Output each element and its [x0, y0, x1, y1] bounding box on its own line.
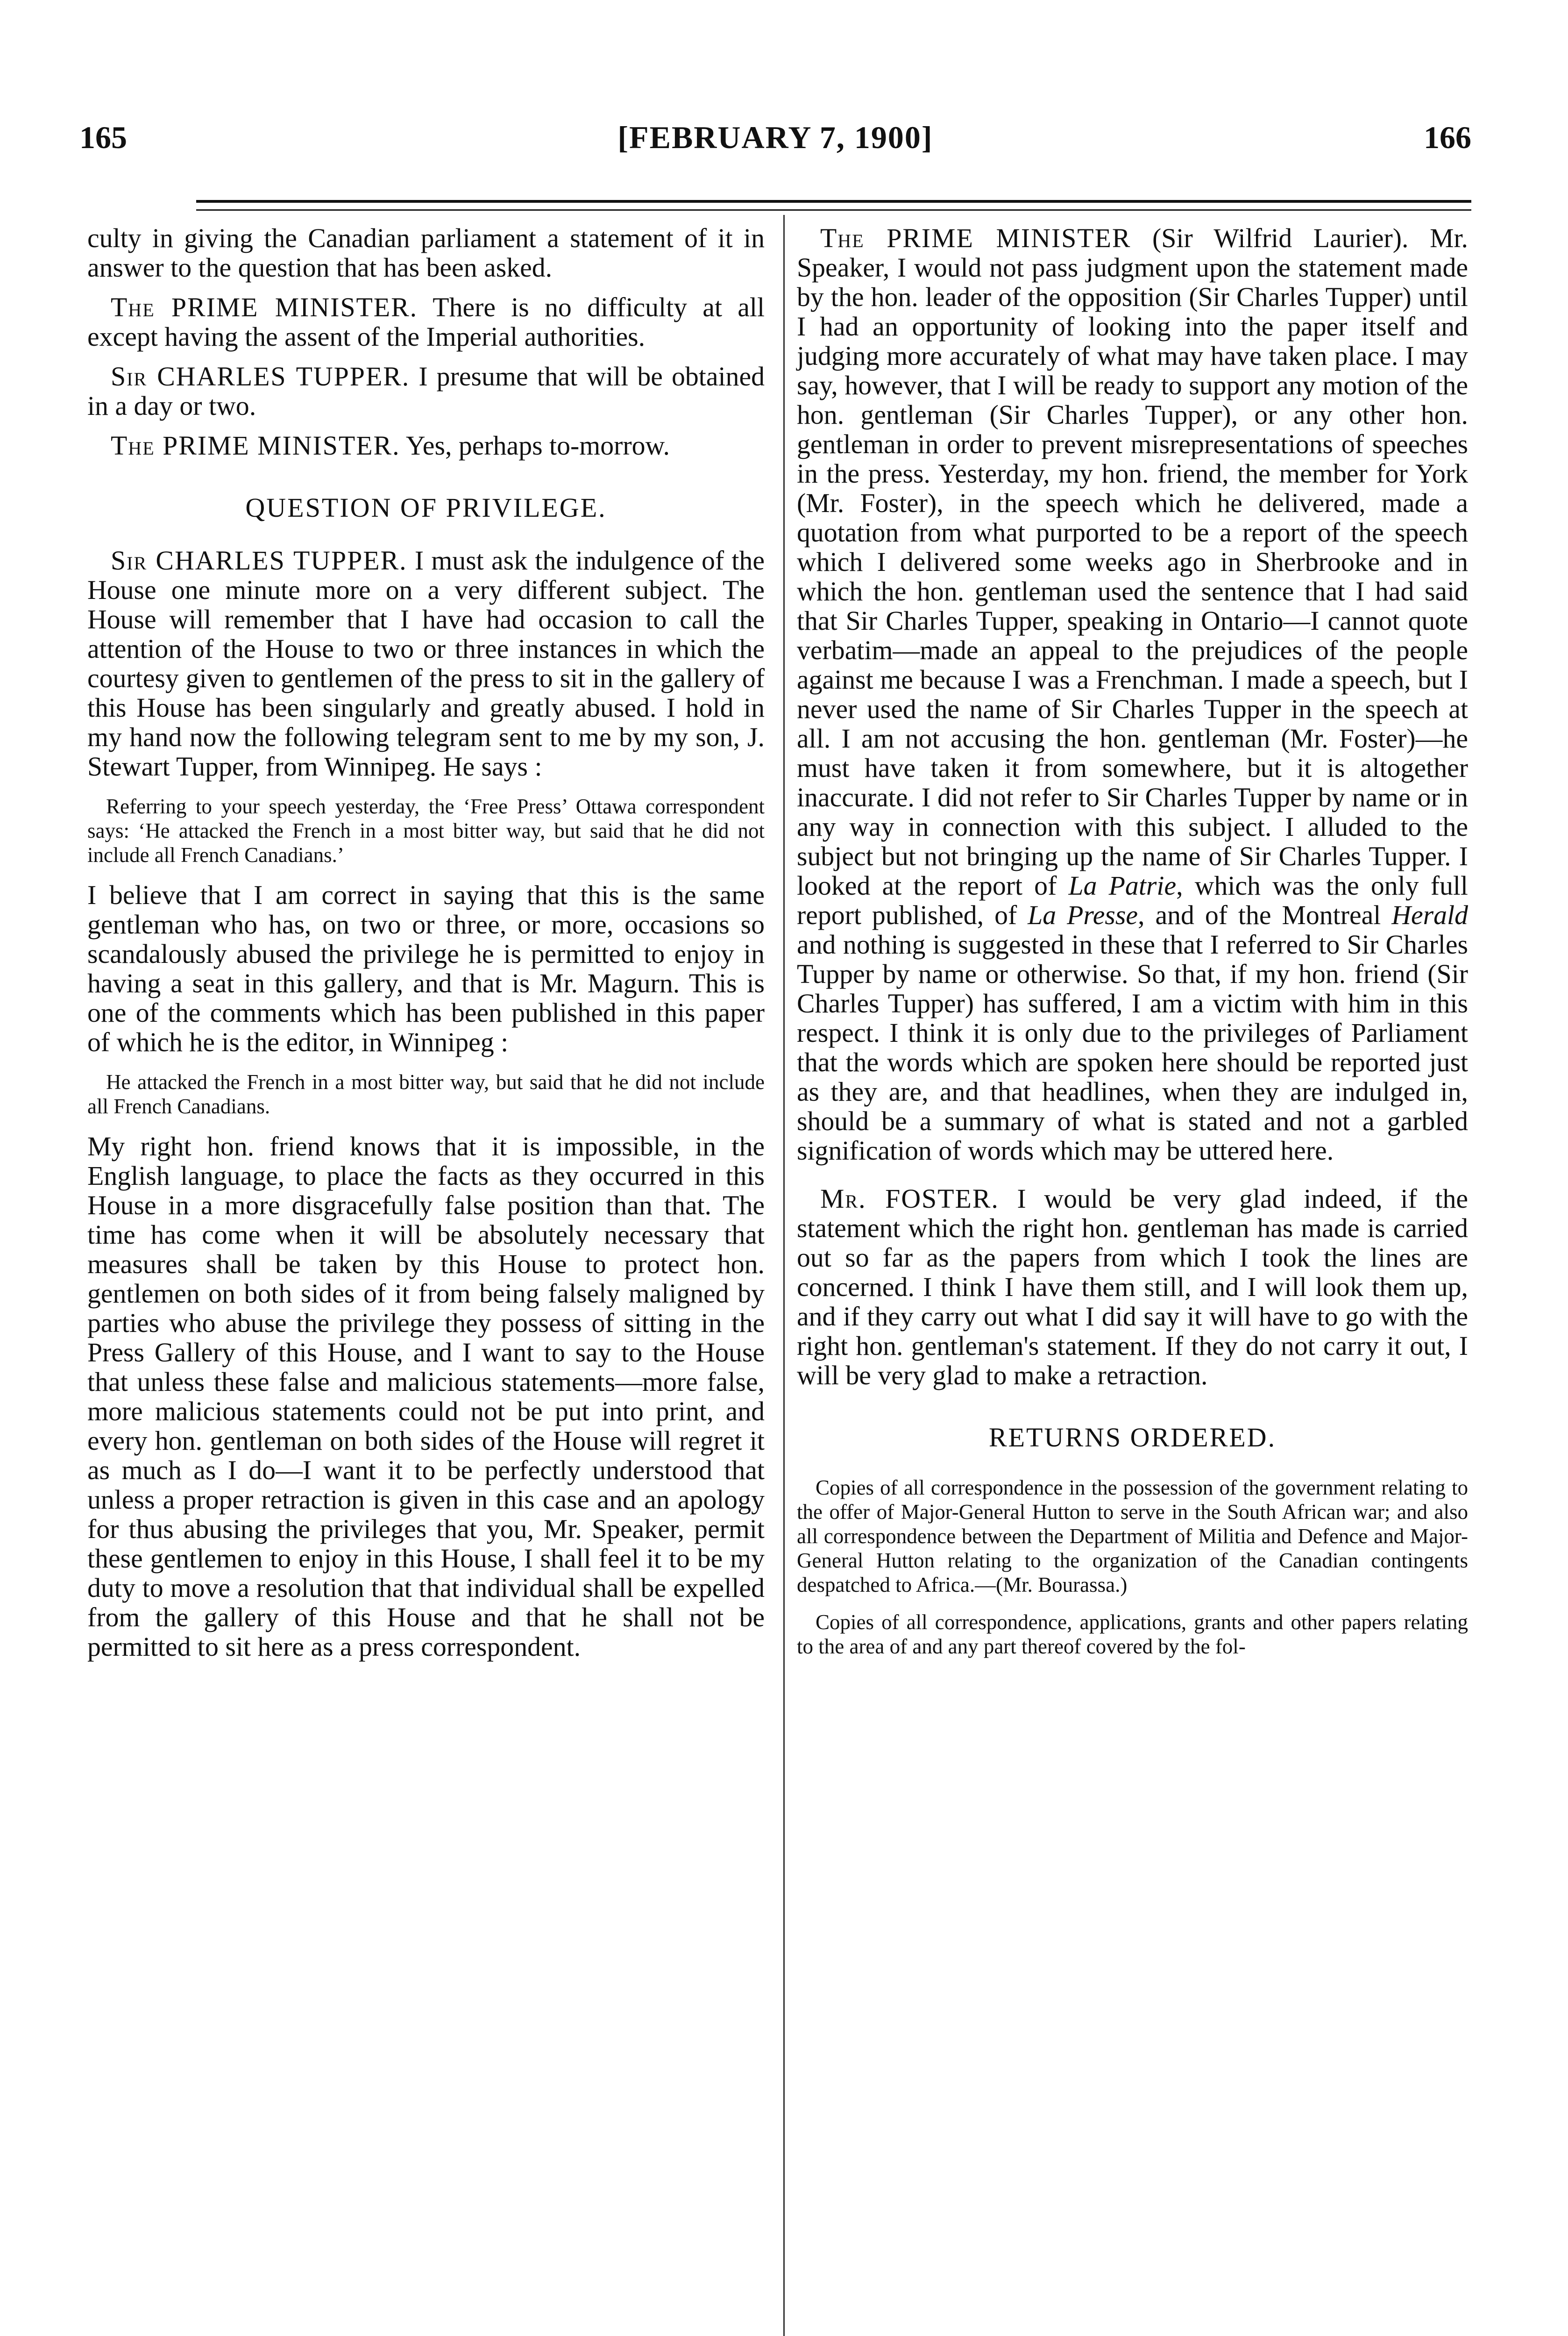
paragraph: [87, 292, 765, 351]
paragraph: [797, 1184, 1468, 1390]
paragraph: I believe that I am correct in saying that this is the same gentleman who has, on two or three, or more, occasions so scandalously abused the privilege he is permitted to enjoy in having a seat in this gallery, and that is Mr. Magurn. This is one of the comments which has been published in this paper of which he is the editor, in Winnipeg :: [87, 880, 765, 1057]
paragraph: [87, 362, 765, 420]
speech-text: I presume that will be obtained in a day or two.: [87, 361, 765, 421]
speech-text: I must ask the indulgence of the House one minute more on a very different subject. The House will remember that I have had occasion to call the attention of the House to two or three instances in which the courtesy given to gentlemen of the press to sit in the gallery of this House has been singularly and greatly abused. I hold in my hand now the following telegram sent to me by my son, J. Stewart Tupper, from Winnipeg. He says :: [87, 545, 765, 782]
speech-text: I would be very glad indeed, if the statement which the right hon. gentleman has made is carried out so far as the papers from which I took the lines are concerned. I think I have them still, and I will look them up, and if they carry out what I did say it will have to go with the right hon. gentleman's statement. If they do not carry it out, I will be very glad to make a retraction.: [797, 1183, 1468, 1390]
paragraph: [87, 546, 765, 781]
newspaper-title: La Presse: [1028, 900, 1138, 930]
speaker-name: Sir CHARLES TUPPER.: [111, 545, 407, 576]
page-date: [FEBRUARY 7, 1900]: [617, 120, 933, 155]
speech-text: , and of the Montreal: [1138, 900, 1392, 930]
header-rule-thin: [196, 209, 1471, 211]
page-number-left: 165: [79, 120, 127, 155]
block-quote: He attacked the French in a most bitter way, but said that he did not include all French Canadians.: [87, 1070, 765, 1118]
speech-text: , which was the only full report published, of: [797, 870, 1468, 930]
speaker-name: Sir CHARLES TUPPER.: [111, 361, 410, 392]
section-heading: QUESTION OF PRIVILEGE.: [245, 492, 607, 523]
paragraph: culty in giving the Canadian parliament a statement of it in answer to the question that has been asked.: [87, 223, 765, 283]
speaker-name: The PRIME MINISTER.: [111, 292, 418, 322]
paragraph: [87, 431, 765, 460]
speaker-name: The PRIME MINISTER.: [111, 430, 400, 461]
left-column: [87, 223, 765, 1661]
section-heading: RETURNS ORDERED.: [988, 1422, 1277, 1453]
speech-text: There is no difficulty at all except having the assent of the Imperial authorities.: [87, 292, 765, 352]
page-header: [79, 119, 1471, 171]
paragraph: My right hon. friend knows that it is impossible, in the English language, to place the facts as they occurred in this House in a more disgracefully false position than that. The time has come when it will be absolutely necessary that measures shall be taken by this House to protect hon. gentlemen on both sides of it from being falsely maligned by parties who abuse the privilege they possess of sitting in the Press Gallery of this House, and I want to say to the House that unless these false and malicious statements—more false, more malicious statements could not be put into print, and every hon. gentleman on both sides of the House will regret it as much as I do—I want it to be perfectly understood that unless a proper retraction is given in this case and an apology for thus abusing the privileges that you, Mr. Speaker, permit these gentlemen to enjoy in this House, I shall feel it to be my duty to move a resolution that that individual shall be expelled from the gallery of this House and that he shall not be permitted to sit here as a press correspondent.: [87, 1131, 765, 1662]
block-quote: Referring to your speech yesterday, the ‘Free Press’ Ottawa correspondent says: ‘He attacked the French in a most bitter way, but said that he did not include all French Canadians.’: [87, 795, 765, 867]
right-column: [797, 223, 1468, 1672]
return-item: Copies of all correspondence in the possession of the government relating to the offer of Major-General Hutton to serve in the South African war; and also all correspondence between the Department of Militia and Defence and Major-General Hutton relating to the organization of the Canadian contingents despatched to Africa.—(Mr. Bourassa.): [797, 1476, 1468, 1596]
speaker-name: The PRIME MINISTER: [820, 223, 1131, 253]
speech-text: (Sir Wilfrid Laurier). Mr. Speaker, I would not pass judgment upon the statement made by the hon. leader of the opposition (Sir Charles Tupper) until I had an opportunity of looking into the paper itself and judging more accurately of what may have taken place. I may say, however, that I will be ready to support any motion of the hon. gentleman (Sir Charles Tupper), or any other hon. gentleman in order to prevent misrepresentations of speeches in the press. Yesterday, my hon. friend, the member for York (Mr. Foster), in the speech which he delivered, made a quotation from what purported to be a report of the speech which I delivered some weeks ago in Sherbrooke and in which the hon. gentleman used the sentence that I had said that Sir Charles Tupper, speaking in Ontario—I cannot quote verbatim—made an appeal to the prejudices of the people against me because I was a Frenchman. I made a speech, but I never used the name of Sir Charles Tupper in the speech at all. I am not accusing the hon. gentleman (Mr. Foster)—he must have taken it from somewhere, but it is altogether inaccurate. I did not refer to Sir Charles Tupper by name or in any way in connection with this subject. I alluded to the subject but not bringing up the name of Sir Charles Tupper. I looked at the report of: [797, 223, 1468, 901]
speech-text: Yes, perhaps to-morrow.: [400, 430, 670, 461]
column-divider: [783, 215, 785, 2336]
speaker-name: Mr. FOSTER.: [820, 1183, 999, 1214]
newspaper-title: La Patrie: [1068, 870, 1177, 901]
return-item: Copies of all correspondence, applications, grants and other papers relating to the area of and any part thereof covered by the fol-: [797, 1610, 1468, 1658]
header-rule-thick: [196, 200, 1471, 203]
page-number-right: 166: [1424, 120, 1471, 155]
paragraph: [797, 223, 1468, 1165]
newspaper-title: Herald: [1391, 900, 1468, 930]
speech-text: and nothing is suggested in these that I referred to Sir Charles Tupper by name or otherwise. So that, if my hon. friend (Sir Charles Tupper) has suffered, I am a victim with him in this respect. I think it is only due to the privileges of Parliament that the words which are spoken here should be reported just as they are, and that headlines, when they are indulged in, should be a summary of what is stated and not a garbled signification of words which may be uttered here.: [797, 929, 1468, 1166]
